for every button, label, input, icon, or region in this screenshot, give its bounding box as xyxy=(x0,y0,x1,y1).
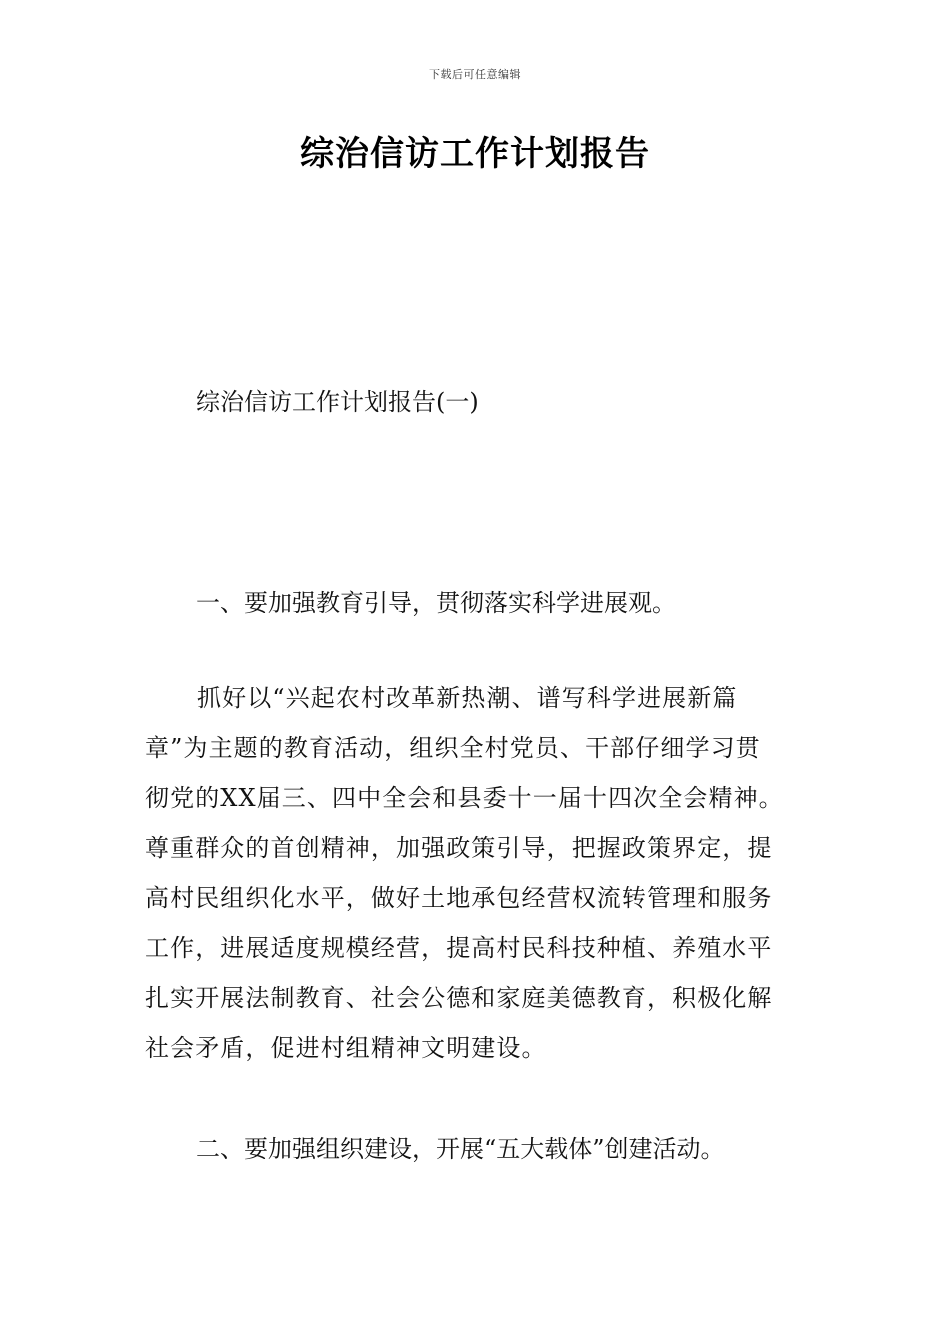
paragraph-line: 章”为主题的教育活动，组织全村党员、干部仔细学习贯 xyxy=(145,734,761,762)
section-paragraph-1 xyxy=(145,679,813,1079)
paragraph-line: 扎实开展法制教育、社会公德和家庭美德教育，积极化解 xyxy=(145,984,773,1012)
paragraph-line: 彻党的XX届三、四中全会和县委十一届十四次全会精神。 xyxy=(145,784,784,812)
paragraph-line: 工作，进展适度规模经营，提高村民科技种植、养殖水平 xyxy=(145,934,773,962)
paragraph-line: 尊重群众的首创精神，加强政策引导，把握政策界定，提 xyxy=(145,834,773,862)
section-heading-1: 一、要加强教育引导，贯彻落实科学进展观。 xyxy=(196,589,676,617)
paragraph-line: 高村民组织化水平，做好土地承包经营权流转管理和服务 xyxy=(145,884,773,912)
section-heading-2: 二、要加强组织建设，开展“五大载体”创建活动。 xyxy=(196,1135,725,1163)
document-subtitle: 综治信访工作计划报告(一) xyxy=(196,388,479,416)
document-title: 综治信访工作计划报告 xyxy=(300,134,650,174)
paragraph-line: 抓好以“兴起农村改革新热潮、谱写科学进展新篇 xyxy=(197,684,738,712)
paragraph-line: 社会矛盾，促进村组精神文明建设。 xyxy=(145,1034,547,1062)
header-note: 下载后可任意编辑 xyxy=(429,68,521,81)
